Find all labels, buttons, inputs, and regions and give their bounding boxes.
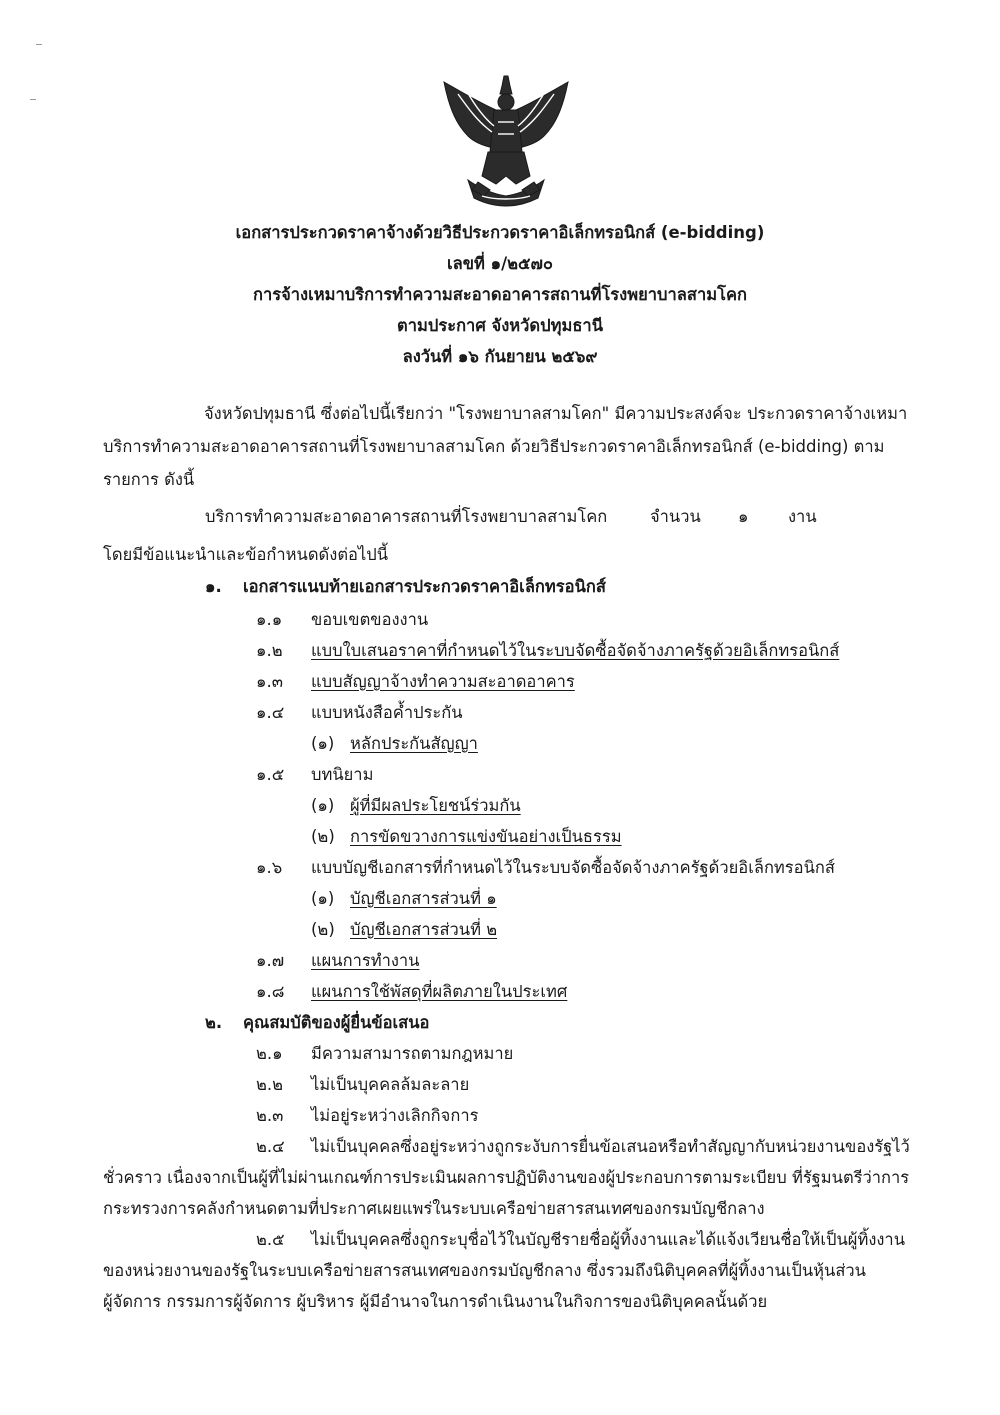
document-list-part1-link[interactable]: บัญชีเอกสารส่วนที่ ๑ bbox=[350, 889, 497, 908]
scan-speck bbox=[36, 44, 42, 45]
item-number: ๑.๒ bbox=[256, 641, 283, 660]
intro-line-3: รายการ ดังนี้ bbox=[103, 470, 195, 489]
document-number: เลขที่ ๑/๒๕๗๐ bbox=[447, 254, 553, 273]
bid-form-link[interactable]: แบบใบเสนอราคาที่กำหนดไว้ในระบบจัดซื้อจัดจ้างภาครัฐด้วยอิเล็กทรอนิกส์ bbox=[311, 641, 840, 660]
domestic-materials-plan-link[interactable]: แผนการใช้พัสดุที่ผลิตภายในประเทศ bbox=[311, 982, 568, 1001]
item-number: ๑.๓ bbox=[256, 672, 283, 691]
item-number: ๑.๘ bbox=[256, 982, 285, 1001]
subitem-number: (๑) bbox=[311, 796, 335, 815]
intro-line-1: จังหวัดปทุมธานี ซึ่งต่อไปนี้เรียกว่า "โรงพยาบาลสามโคก" มีความประสงค์จะ ประกวดราคาจ้างเหมา bbox=[204, 404, 908, 423]
document-title: เอกสารประกวดราคาจ้างด้วยวิธีประกวดราคาอิเล็กทรอนิกส์ (e-bidding) bbox=[235, 223, 765, 242]
item-number: ๑.๖ bbox=[256, 858, 283, 877]
item-qty: ๑ bbox=[738, 507, 749, 526]
item-number: ๒.๔ bbox=[256, 1137, 285, 1156]
item-number: ๒.๑ bbox=[256, 1044, 283, 1063]
scan-speck bbox=[30, 99, 36, 100]
qualification-text: ไม่เป็นบุคคลล้มละลาย bbox=[311, 1075, 470, 1094]
lead-text: โดยมีข้อแนะนำและข้อกำหนดดังต่อไปนี้ bbox=[103, 545, 389, 564]
paragraph-2-5-line-2: ของหน่วยงานของรัฐในระบบเครือข่ายสารสนเทศของกรมบัญชีกลาง ซึ่งรวมถึงนิติบุคคลที่ผู้ทิ้งงานเป็นหุ้นส่วน bbox=[103, 1261, 866, 1280]
item-number: ๑.๔ bbox=[256, 703, 285, 722]
subitem-number: (๒) bbox=[311, 827, 335, 846]
item-qty-label: จำนวน bbox=[650, 507, 701, 526]
section2-number: ๒. bbox=[205, 1013, 223, 1032]
paragraph-2-5-line-3: ผู้จัดการ กรรมการผู้จัดการ ผู้บริหาร ผู้มีอำนาจในการดำเนินงานในกิจการของนิติบุคคลนั้นด้วย bbox=[103, 1292, 768, 1311]
intro-line-2: บริการทำความสะอาดอาคารสถานที่โรงพยาบาลสามโคก ด้วยวิธีประกวดราคาอิเล็กทรอนิกส์ (e-bidding) ตาม bbox=[103, 437, 885, 456]
qualification-text: มีความสามารถตามกฎหมาย bbox=[311, 1044, 514, 1063]
document-announcer: ตามประกาศ จังหวัดปทุมธานี bbox=[397, 316, 603, 335]
document-list-part2-link[interactable]: บัญชีเอกสารส่วนที่ ๒ bbox=[350, 920, 498, 939]
subitem-number: (๑) bbox=[311, 889, 335, 908]
item-unit: งาน bbox=[788, 507, 817, 526]
section1-title: เอกสารแนบท้ายเอกสารประกวดราคาอิเล็กทรอนิกส์ bbox=[243, 577, 606, 596]
guarantee-form: แบบหนังสือค้ำประกัน bbox=[311, 703, 463, 722]
paragraph-2-4-line-3: กระทรวงการคลังกำหนดตามที่ประกาศเผยแพร่ในระบบเครือข่ายสารสนเทศของกรมบัญชีกลาง bbox=[103, 1199, 765, 1218]
item-number: ๒.๕ bbox=[256, 1230, 285, 1249]
joint-interest-link[interactable]: ผู้ที่มีผลประโยชน์ร่วมกัน bbox=[350, 796, 521, 815]
contract-form-link[interactable]: แบบสัญญาจ้างทำความสะอาดอาคาร bbox=[311, 672, 575, 691]
paragraph-2-5-line-1: ไม่เป็นบุคคลซึ่งถูกระบุชื่อไว้ในบัญชีรายชื่อผู้ทิ้งงานและได้แจ้งเวียนชื่อให้เป็นผู้ทิ้งงาน bbox=[311, 1230, 905, 1249]
document-date: ลงวันที่ ๑๖ กันยายน ๒๕๖๙ bbox=[402, 347, 598, 366]
work-plan-link[interactable]: แผนการทำงาน bbox=[311, 951, 420, 970]
document-subject: การจ้างเหมาบริการทำความสะอาดอาคารสถานที่โรงพยาบาลสามโคก bbox=[253, 285, 747, 304]
definitions: บทนิยาม bbox=[311, 765, 374, 784]
garuda-emblem bbox=[438, 72, 574, 210]
item-number: ๑.๑ bbox=[256, 610, 283, 629]
contract-security-link[interactable]: หลักประกันสัญญา bbox=[350, 734, 478, 753]
section2-title: คุณสมบัติของผู้ยื่นข้อเสนอ bbox=[243, 1013, 430, 1032]
subitem-number: (๑) bbox=[311, 734, 335, 753]
document-list-form: แบบบัญชีเอกสารที่กำหนดไว้ในระบบจัดซื้อจัดจ้างภาครัฐด้วยอิเล็กทรอนิกส์ bbox=[311, 858, 835, 877]
item-number: ๑.๕ bbox=[256, 765, 285, 784]
section1-number: ๑. bbox=[205, 577, 222, 596]
paragraph-2-4-line-1: ไม่เป็นบุคคลซึ่งอยู่ระหว่างถูกระงับการยื่นข้อเสนอหรือทำสัญญากับหน่วยงานของรัฐไว้ bbox=[311, 1137, 910, 1156]
item-number: ๒.๓ bbox=[256, 1106, 284, 1125]
subitem-number: (๒) bbox=[311, 920, 335, 939]
qualification-text: ไม่อยู่ระหว่างเลิกกิจการ bbox=[311, 1106, 479, 1125]
item-number: ๑.๗ bbox=[256, 951, 285, 970]
paragraph-2-4-line-2: ชั่วคราว เนื่องจากเป็นผู้ที่ไม่ผ่านเกณฑ์การประเมินผลการปฏิบัติงานของผู้ประกอบการตามระเบียบ ที่รัฐมนตรีว่าการ bbox=[103, 1168, 910, 1187]
item-number: ๒.๒ bbox=[256, 1075, 283, 1094]
scope-of-work: ขอบเขตของงาน bbox=[311, 610, 429, 629]
fair-competition-link[interactable]: การขัดขวางการแข่งขันอย่างเป็นธรรม bbox=[350, 827, 622, 846]
item-name: บริการทำความสะอาดอาคารสถานที่โรงพยาบาลสามโคก bbox=[205, 507, 608, 526]
